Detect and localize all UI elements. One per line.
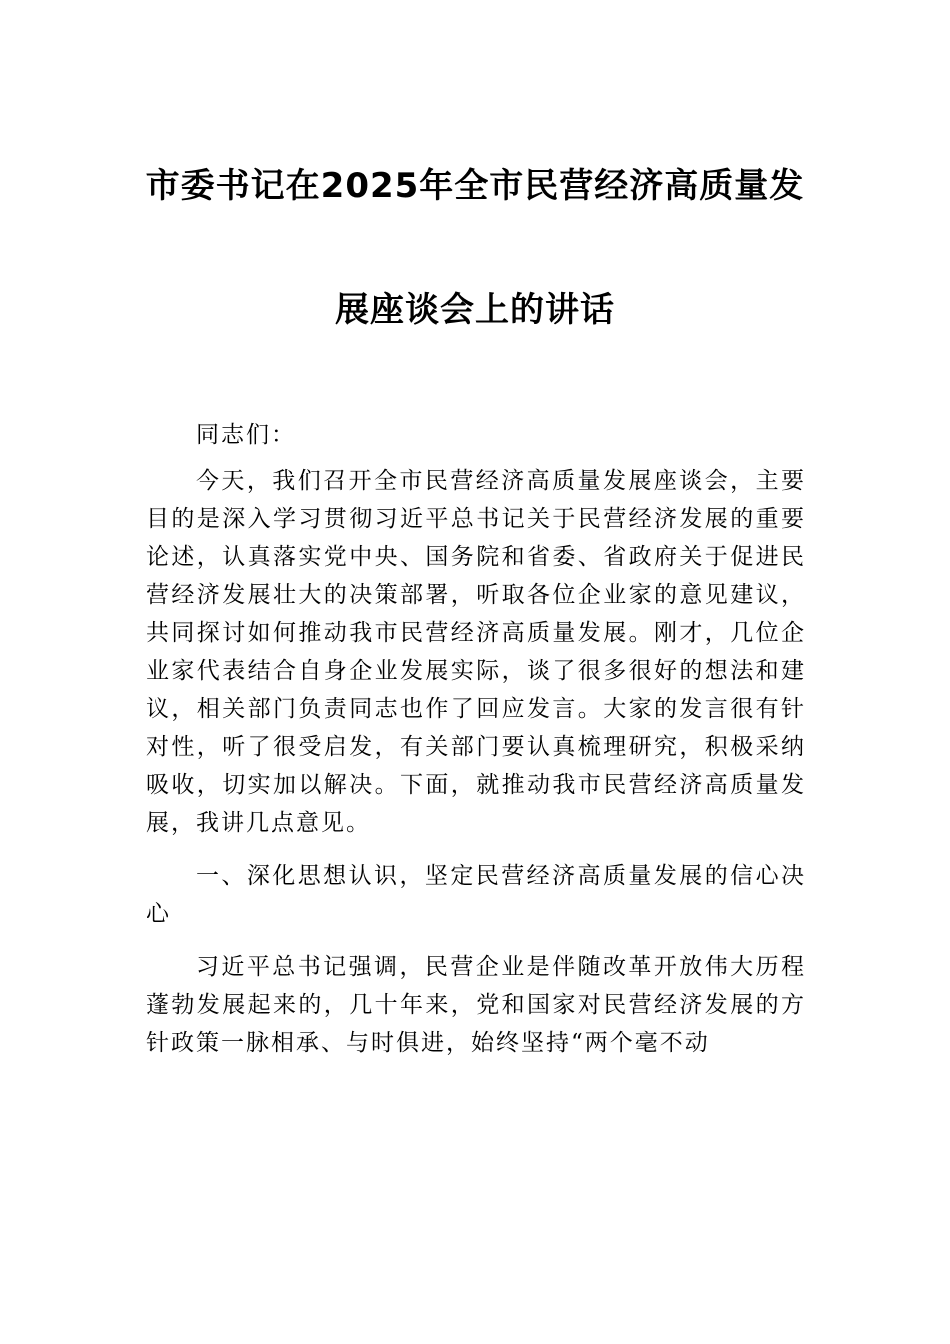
section-heading-1: 一、深化思想认识，坚定民营经济高质量发展的信心决心 [146,863,806,927]
greeting: 同志们： [196,422,296,448]
paragraph-section-1: 习近平总书记强调，民营企业是伴随改革开放伟大历程蓬勃发展起来的，几十年来，党和国家对民营经济发展的方针政策一脉相承、与时俱进，始终坚持“两个毫不动 [146,954,806,1056]
paragraph-intro: 今天，我们召开全市民营经济高质量发展座谈会，主要目的是深入学习贯彻习近平总书记关于民营经济发展的重要论述，认真落实党中央、国务院和省委、省政府关于促进民营经济发展壮大的决策部署，听取各位企业家的意见建议，共同探讨如何推动我市民营经济高质量发展。刚才，几位企业家代表结合自身企业发展实际，谈了很多很好的想法和建议，相关部门负责同志也作了回应发言。大家的发言很有针对性，听了很受启发，有关部门要认真梳理研究，积极采纳吸收，切实加以解决。下面，就推动我市民营经济高质量发展，我讲几点意见。 [146,468,806,836]
document-title-line-1: 市委书记在2025年全市民营经济高质量发 [145,166,805,206]
document-title-line-2: 展座谈会上的讲话 [335,290,615,330]
body-text [146,462,806,1077]
